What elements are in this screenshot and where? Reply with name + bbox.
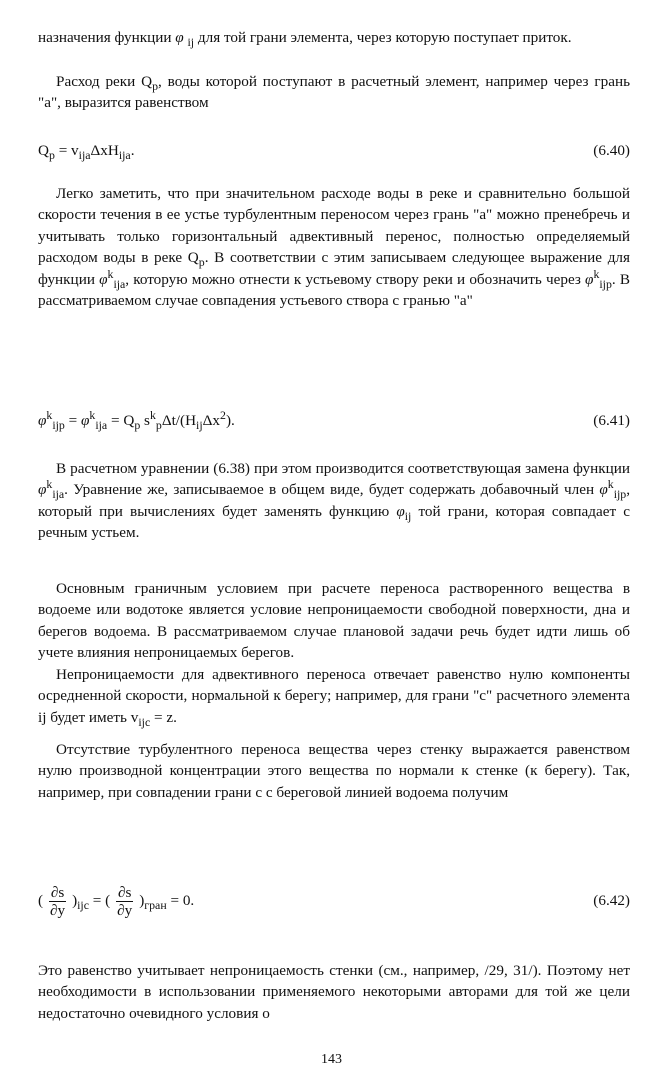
equation-6-40-number: (6.40) xyxy=(593,142,630,159)
paragraph-8: Это равенство учитывает непроницаемость стенки (см., например, /29, 31/). Поэтому нет необходимости в использовании применяемого некоторыми авторами для той же цели недостаточно очевидного условия о xyxy=(38,962,630,1022)
equation-6-41-number: (6.41) xyxy=(593,412,630,429)
equation-6-40 xyxy=(38,140,630,164)
equation-6-42-number: (6.42) xyxy=(593,892,630,909)
equation-6-41-body: $\varphi^k_{ijp} = \varphi^k_{ija} = Q_p$ $s^k_p\Delta t/(H_{ij}\Delta x^2)$. xyxy=(38,407,235,433)
paragraph-1: назначения функции φ $_{ij}$ для той грани элемента, через которую поступает приток. xyxy=(38,29,572,50)
paragraph-6: Непроницаемости для адвективного переноса отвечает равенство нулю компоненты осредненной скорости, нормальной к берегу; например, для грани "c" расчетного элемента ij будет иметь $v_{ijc} = z$. xyxy=(38,666,630,729)
paragraph-7: Отсутствие турбулентного переноса вещества через стенку выражается равенством нулю производной концентрации этого вещества по нормали к стенке (к берегу). Так, например, при совпадении грани c с береговой линией водоема получим xyxy=(38,741,630,801)
paragraph-4: В расчетном уравнении (6.38) при этом производится соответствующая замена функции $\varphi^k_{ija}$. Уравнение же, записываемое в общем виде, будет содержать добавочный член $\varphi^k_{ijp}$, который при вычислениях будет заменять функцию $\varphi_{ij}$ той грани, которая совпадает с речным устьем. xyxy=(38,460,630,542)
equation-6-42-body: ( $\frac{\partial s}{\partial y}$ )$_{ijc}$ = ( $\frac{\partial s}{\partial y}$ )$_{гран} = 0$. xyxy=(38,884,195,919)
paragraph-3: Легко заметить, что при значительном расходе воды в реке и сравнительно большой скорости течения в ее устье турбулентным переносом через грань "a" можно пренебречь и учитывать только горизонтальный адвективный перенос, полностью определяемый расходом воды в реке $Q_p$. В соответствии с этим записываем следующее выражение для функции $\varphi^k_{ija}$, которую можно отнести к устьевому створу реки и обозначить через $\varphi^k_{ijp}$. В рассматриваемом случае совпадения устьевого створа с гранью "a" xyxy=(38,185,630,310)
equation-6-40-body: $Q_p = v_{ija}\Delta xH_{ija}$. xyxy=(38,142,135,163)
paragraph-5: Основным граничным условием при расчете переноса растворенного вещества в водоеме или водотоке является условие непроницаемости свободной поверхности, дна и берегов водоема. В рассматриваемом случае плановой задачи речь будет идти лишь об учете влияния непроницаемых берегов. xyxy=(38,580,630,662)
page-number: 143 xyxy=(321,1052,342,1067)
equation-6-41 xyxy=(38,407,630,434)
paragraph-2: Расход реки $Q_p$, воды которой поступают в расчетный элемент, например через грань "a", выразится равенством xyxy=(38,73,630,112)
equation-6-42 xyxy=(38,884,630,930)
